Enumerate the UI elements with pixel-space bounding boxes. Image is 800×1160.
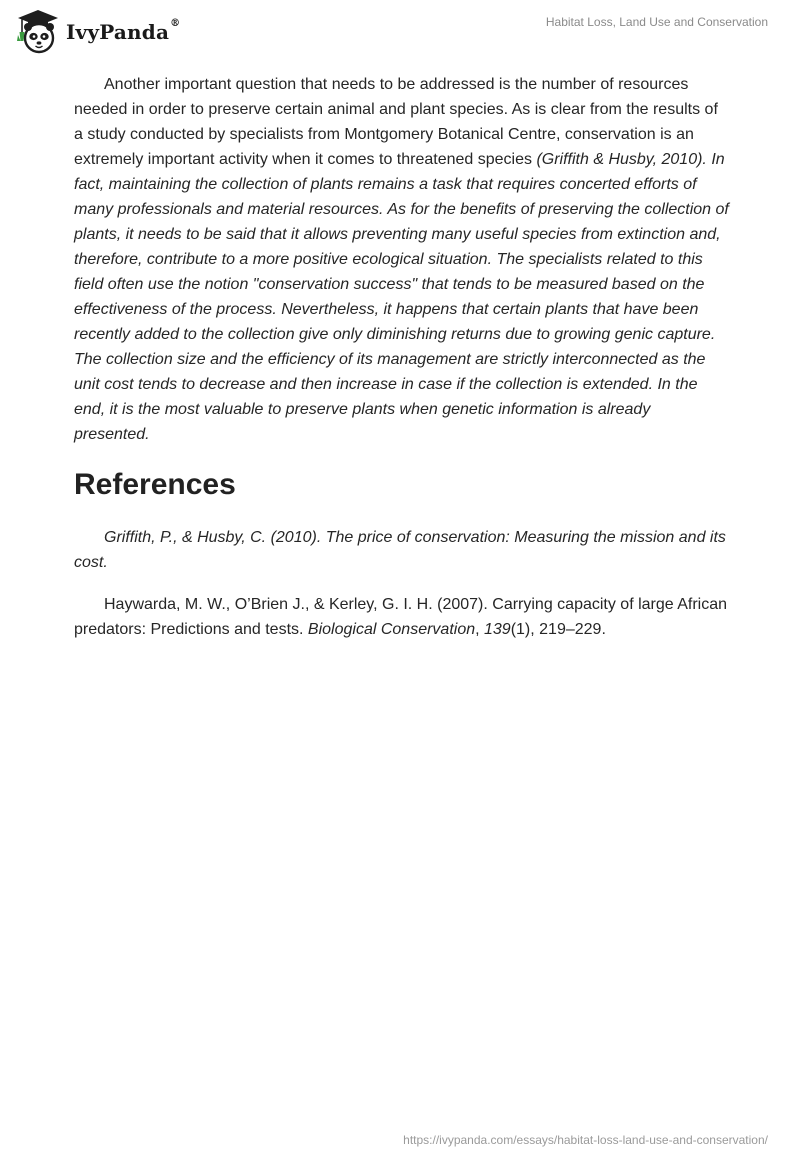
reference-item	[74, 525, 730, 575]
reference-text: Griffith, P., & Husby, C. (2010). The price of conservation: Measuring the mission and its cost.	[74, 529, 726, 571]
body-paragraph	[74, 72, 730, 447]
reference-separator: ,	[475, 621, 484, 638]
registered-mark: ®	[170, 18, 181, 29]
source-url-link[interactable]: https://ivypanda.com/essays/habitat-loss-land-use-and-conservation/	[403, 1133, 768, 1147]
ivypanda-logo[interactable]	[14, 8, 180, 56]
brand-name	[66, 20, 180, 44]
paragraph-text: Another important question that needs to be addressed is the number of resources needed in order to preserve certain animal and plant species. As is clear from the results of a study conducted by specialists from Montgomery Botanical Centre, conservation is an extremely important activity when it comes to threatened species	[74, 76, 718, 168]
reference-authors: Haywarda, M. W., O’Brien J., & Kerley, G. I. H. (2007). Carrying capacity of large African predators: Predictions and tests.	[74, 596, 728, 638]
paragraph-italic-text: (Griffith & Husby, 2010). In fact, maintaining the collection of plants remains a task that requires concerted efforts of many professionals and material resources. As for the benefits of preserving the collection of plants, it needs to be said that it allows preventing many useful species from extinction and, therefore, contribute to a more positive ecological situation. The specialists related to this field often use the notion "conservation success" that tends to be measured based on the effectiveness of the process. Nevertheless, it happens that certain plants that have been recently added to the collection give only diminishing returns due to growing genic capture. The collection size and the efficiency of its management are strictly interconnected as the unit cost tends to decrease and then increase in case if the collection is extended. In the end, it is the most valuable to preserve plants when genetic information is already presented.	[74, 151, 729, 443]
brand-wordmark: IvyPanda	[66, 20, 170, 44]
references-heading: References	[74, 468, 236, 501]
page-header	[0, 0, 800, 60]
essay-content	[74, 72, 730, 659]
panda-graduate-icon	[14, 8, 62, 56]
reference-journal: Biological Conservation	[307, 621, 476, 638]
reference-item	[74, 592, 730, 642]
reference-pages: (1), 219–229.	[510, 621, 606, 638]
reference-volume: 139	[484, 621, 511, 638]
document-title: Habitat Loss, Land Use and Conservation	[545, 15, 768, 29]
